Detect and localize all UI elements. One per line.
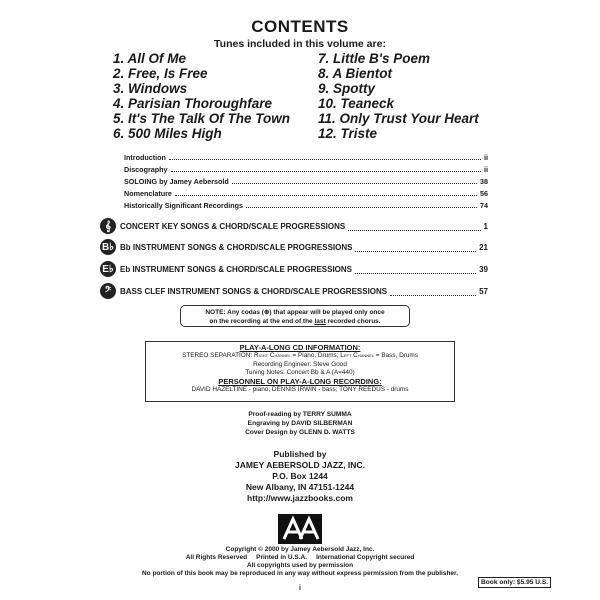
tune-item: 1. All Of Me	[113, 51, 187, 66]
publisher-line: JAMEY AEBERSOLD JAZZ, INC.	[235, 460, 365, 470]
toc-list	[124, 153, 488, 213]
cd-info-box	[145, 341, 455, 402]
section-page: 1	[483, 221, 488, 231]
stereo-separation: STEREO SEPARATION: Right Channel = Piano, Drums; Left Channel = Bass, Drums	[182, 352, 418, 360]
leader-dots	[171, 171, 481, 172]
leader-dots	[246, 207, 477, 208]
tune-item: 7. Little B's Poem	[318, 51, 430, 66]
note-line: on the recording at the end of the last recorded chorus.	[209, 318, 381, 325]
toc-row	[124, 153, 488, 165]
tune-list-left	[113, 51, 290, 141]
credit-line: Proof-reading by TERRY SUMMA	[248, 411, 352, 418]
leader-dots	[169, 159, 481, 160]
page-number: i	[299, 585, 301, 592]
tune-item: 3. Windows	[113, 81, 188, 96]
tune-item: 10. Teaneck	[318, 96, 395, 111]
coda-note-box	[180, 305, 410, 327]
toc-label: Discography	[124, 165, 168, 174]
tune-item: 6. 500 Miles High	[113, 126, 222, 141]
leader-dots	[390, 287, 476, 296]
toc-row	[124, 165, 488, 177]
copyright-line: Copyright © 2000 by Jamey Aebersold Jazz, Inc.	[225, 546, 375, 553]
toc-label: Nomenclature	[124, 189, 172, 198]
section-bass-clef	[100, 281, 488, 301]
toc-label: Historically Significant Recordings	[124, 201, 244, 210]
toc-row	[124, 201, 488, 213]
publisher-line: P.O. Box 1244	[272, 471, 328, 481]
copyright-line: All copyrights used by permission	[246, 562, 354, 569]
toc-page: 74	[480, 201, 488, 210]
leader-dots	[355, 265, 476, 274]
section-page: 21	[479, 242, 488, 252]
section-label: Eb INSTRUMENT SONGS & CHORD/SCALE PROGRESSIONS	[120, 264, 353, 274]
section-label: CONCERT KEY SONGS & CHORD/SCALE PROGRESSIONS	[120, 221, 346, 231]
leader-dots	[348, 222, 480, 231]
copyright-line: No portion of this book may be reproduced in any way without express permission from the publisher.	[141, 570, 459, 577]
tune-list-right	[318, 51, 479, 141]
tuning-notes: Tuning Notes: Concert Bb & A (A=440)	[245, 369, 355, 377]
treble-clef-icon: 𝄞	[100, 218, 116, 234]
e-flat-icon: E♭	[100, 261, 116, 277]
tune-item: 4. Parisian Thoroughfare	[113, 96, 273, 111]
section-bb-instrument	[100, 237, 488, 257]
section-label: Bb INSTRUMENT SONGS & CHORD/SCALE PROGRESSIONS	[120, 242, 353, 252]
tune-item: 8. A Bientot	[318, 66, 392, 81]
personnel-heading: PERSONNEL ON PLAY-A-LONG RECORDING:	[218, 376, 382, 386]
publisher-block	[0, 449, 600, 504]
leader-dots	[232, 183, 477, 184]
publisher-logo-icon	[278, 514, 322, 544]
b-flat-icon: B♭	[100, 239, 116, 255]
leader-dots	[175, 195, 477, 196]
section-page: 57	[479, 286, 488, 296]
leader-dots	[355, 243, 476, 252]
section-eb-instrument	[100, 259, 488, 279]
recording-engineer: Recording Engineer: Steve Good	[253, 360, 347, 368]
toc-row	[124, 177, 488, 189]
section-page: 39	[479, 264, 488, 274]
toc-page: ii	[484, 165, 488, 174]
copyright-block	[0, 546, 600, 578]
tune-item: 11. Only Trust Your Heart	[318, 111, 479, 126]
cd-info-heading: PLAY-A-LONG CD INFORMATION:	[239, 343, 361, 352]
toc-label: SOLOING by Jamey Aebersold	[124, 177, 229, 186]
tune-item: 2. Free, Is Free	[113, 66, 208, 81]
copyright-line: All Rights Reserved Printed in U.S.A. International Copyright secured	[185, 554, 415, 561]
publisher-line: Published by	[273, 449, 327, 459]
tune-item: 12. Triste	[318, 126, 378, 141]
toc-page: ii	[484, 153, 488, 162]
page-title: CONTENTS	[251, 17, 349, 36]
toc-page: 56	[480, 189, 488, 198]
tune-item: 9. Spotty	[318, 81, 376, 96]
section-concert-key	[100, 216, 488, 236]
credits	[0, 410, 600, 437]
publisher-url: http://www.jazzbooks.com	[247, 493, 353, 503]
tune-item: 5. It's The Talk Of The Town	[113, 111, 290, 126]
personnel-list: DAVID HAZELTINE - piano; DENNIS IRWIN - bass; TONY REEDUS - drums	[191, 386, 409, 394]
bass-clef-icon: 𝄢	[100, 283, 116, 299]
publisher-line: New Albany, IN 47151-1244	[245, 482, 355, 492]
price-label: Book only: $5.95 U.S.	[478, 577, 551, 588]
note-underlined: last	[314, 318, 326, 325]
credit-line: Cover Design by GLENN D. WATTS	[245, 429, 355, 436]
toc-row	[124, 189, 488, 201]
note-line: NOTE: Any codas (⊕) that appear will be played only once	[205, 309, 385, 316]
toc-label: Introduction	[124, 153, 166, 162]
toc-page: 38	[480, 177, 488, 186]
page-subtitle: Tunes included in this volume are:	[214, 38, 386, 50]
credit-line: Engraving by DAVID SILBERMAN	[247, 420, 353, 427]
section-label: BASS CLEF INSTRUMENT SONGS & CHORD/SCALE PROGRESSIONS	[120, 286, 388, 296]
